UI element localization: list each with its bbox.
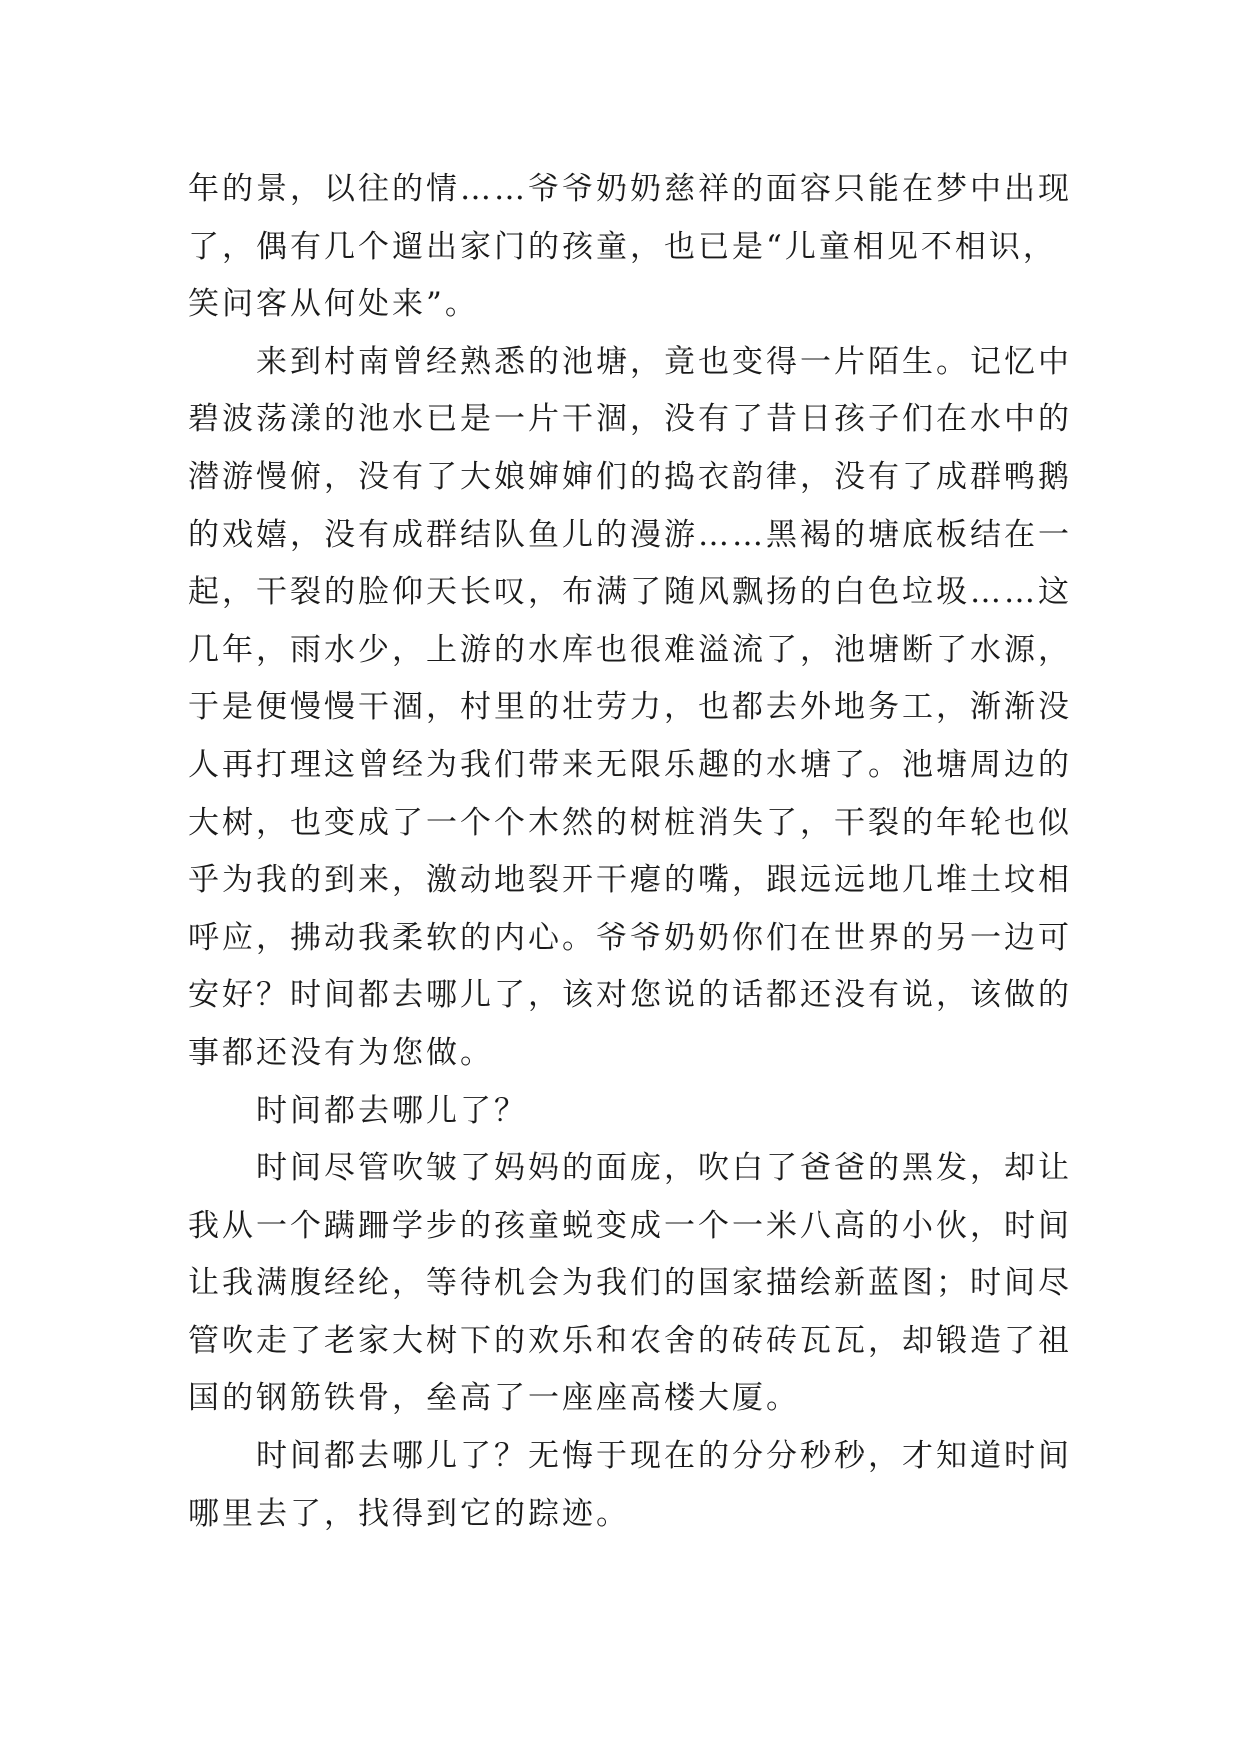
text-line: 人再打理这曾经为我们带来无限乐趣的水塘了。池塘周边的 — [188, 746, 1072, 783]
text-line: 碧波荡漾的池水已是一片干涸，没有了昔日孩子们在水中的 — [188, 401, 1072, 438]
body-text — [188, 161, 1072, 1543]
text-line: 国的钢筋铁骨，垒高了一座座高楼大厦。 — [188, 1380, 800, 1417]
text-line: 我从一个蹒跚学步的孩童蜕变成一个一米八高的小伙，时间 — [188, 1207, 1072, 1244]
paragraph-start-line: 时间都去哪儿了？ — [256, 1092, 528, 1129]
text-line: 了，偶有几个遛出家门的孩童，也已是“儿童相见不相识， — [188, 228, 1057, 265]
text-line: 让我满腹经纶，等待机会为我们的国家描绘新蓝图；时间尽 — [188, 1265, 1072, 1302]
text-line: 事都还没有为您做。 — [188, 1034, 494, 1071]
text-line: 笑问客从何处来”。 — [188, 286, 479, 323]
text-line: 几年，雨水少，上游的水库也很难溢流了，池塘断了水源， — [188, 631, 1072, 668]
text-line: 呼应，拂动我柔软的内心。爷爷奶奶你们在世界的另一边可 — [188, 919, 1072, 956]
text-line: 的戏嬉，没有成群结队鱼儿的漫游……黑褐的塘底板结在一 — [188, 516, 1072, 553]
text-line: 乎为我的到来，激动地裂开干瘪的嘴，跟远远地几堆土坟相 — [188, 862, 1072, 899]
paragraph-start-line: 来到村南曾经熟悉的池塘，竟也变得一片陌生。记忆中 — [256, 343, 1072, 380]
text-line: 哪里去了，找得到它的踪迹。 — [188, 1495, 630, 1532]
text-line: 于是便慢慢干涸，村里的壮劳力，也都去外地务工，渐渐没 — [188, 689, 1072, 726]
paragraph-start-line: 时间都去哪儿了？无悔于现在的分分秒秒，才知道时间 — [256, 1438, 1072, 1475]
text-line: 年的景，以往的情……爷爷奶奶慈祥的面容只能在梦中出现 — [188, 171, 1072, 207]
text-line: 大树，也变成了一个个木然的树桩消失了，干裂的年轮也似 — [188, 804, 1072, 841]
text-line: 安好？时间都去哪儿了，该对您说的话都还没有说，该做的 — [188, 977, 1072, 1014]
text-line: 管吹走了老家大树下的欢乐和农舍的砖砖瓦瓦，却锻造了祖 — [188, 1322, 1072, 1359]
paragraph-start-line: 时间尽管吹皱了妈妈的面庞，吹白了爸爸的黑发，却让 — [256, 1150, 1072, 1187]
text-line: 起，干裂的脸仰天长叹，布满了随风飘扬的白色垃圾……这 — [188, 574, 1072, 611]
text-line: 潜游慢俯，没有了大娘婶婶们的捣衣韵律，没有了成群鸭鹅 — [188, 458, 1072, 495]
